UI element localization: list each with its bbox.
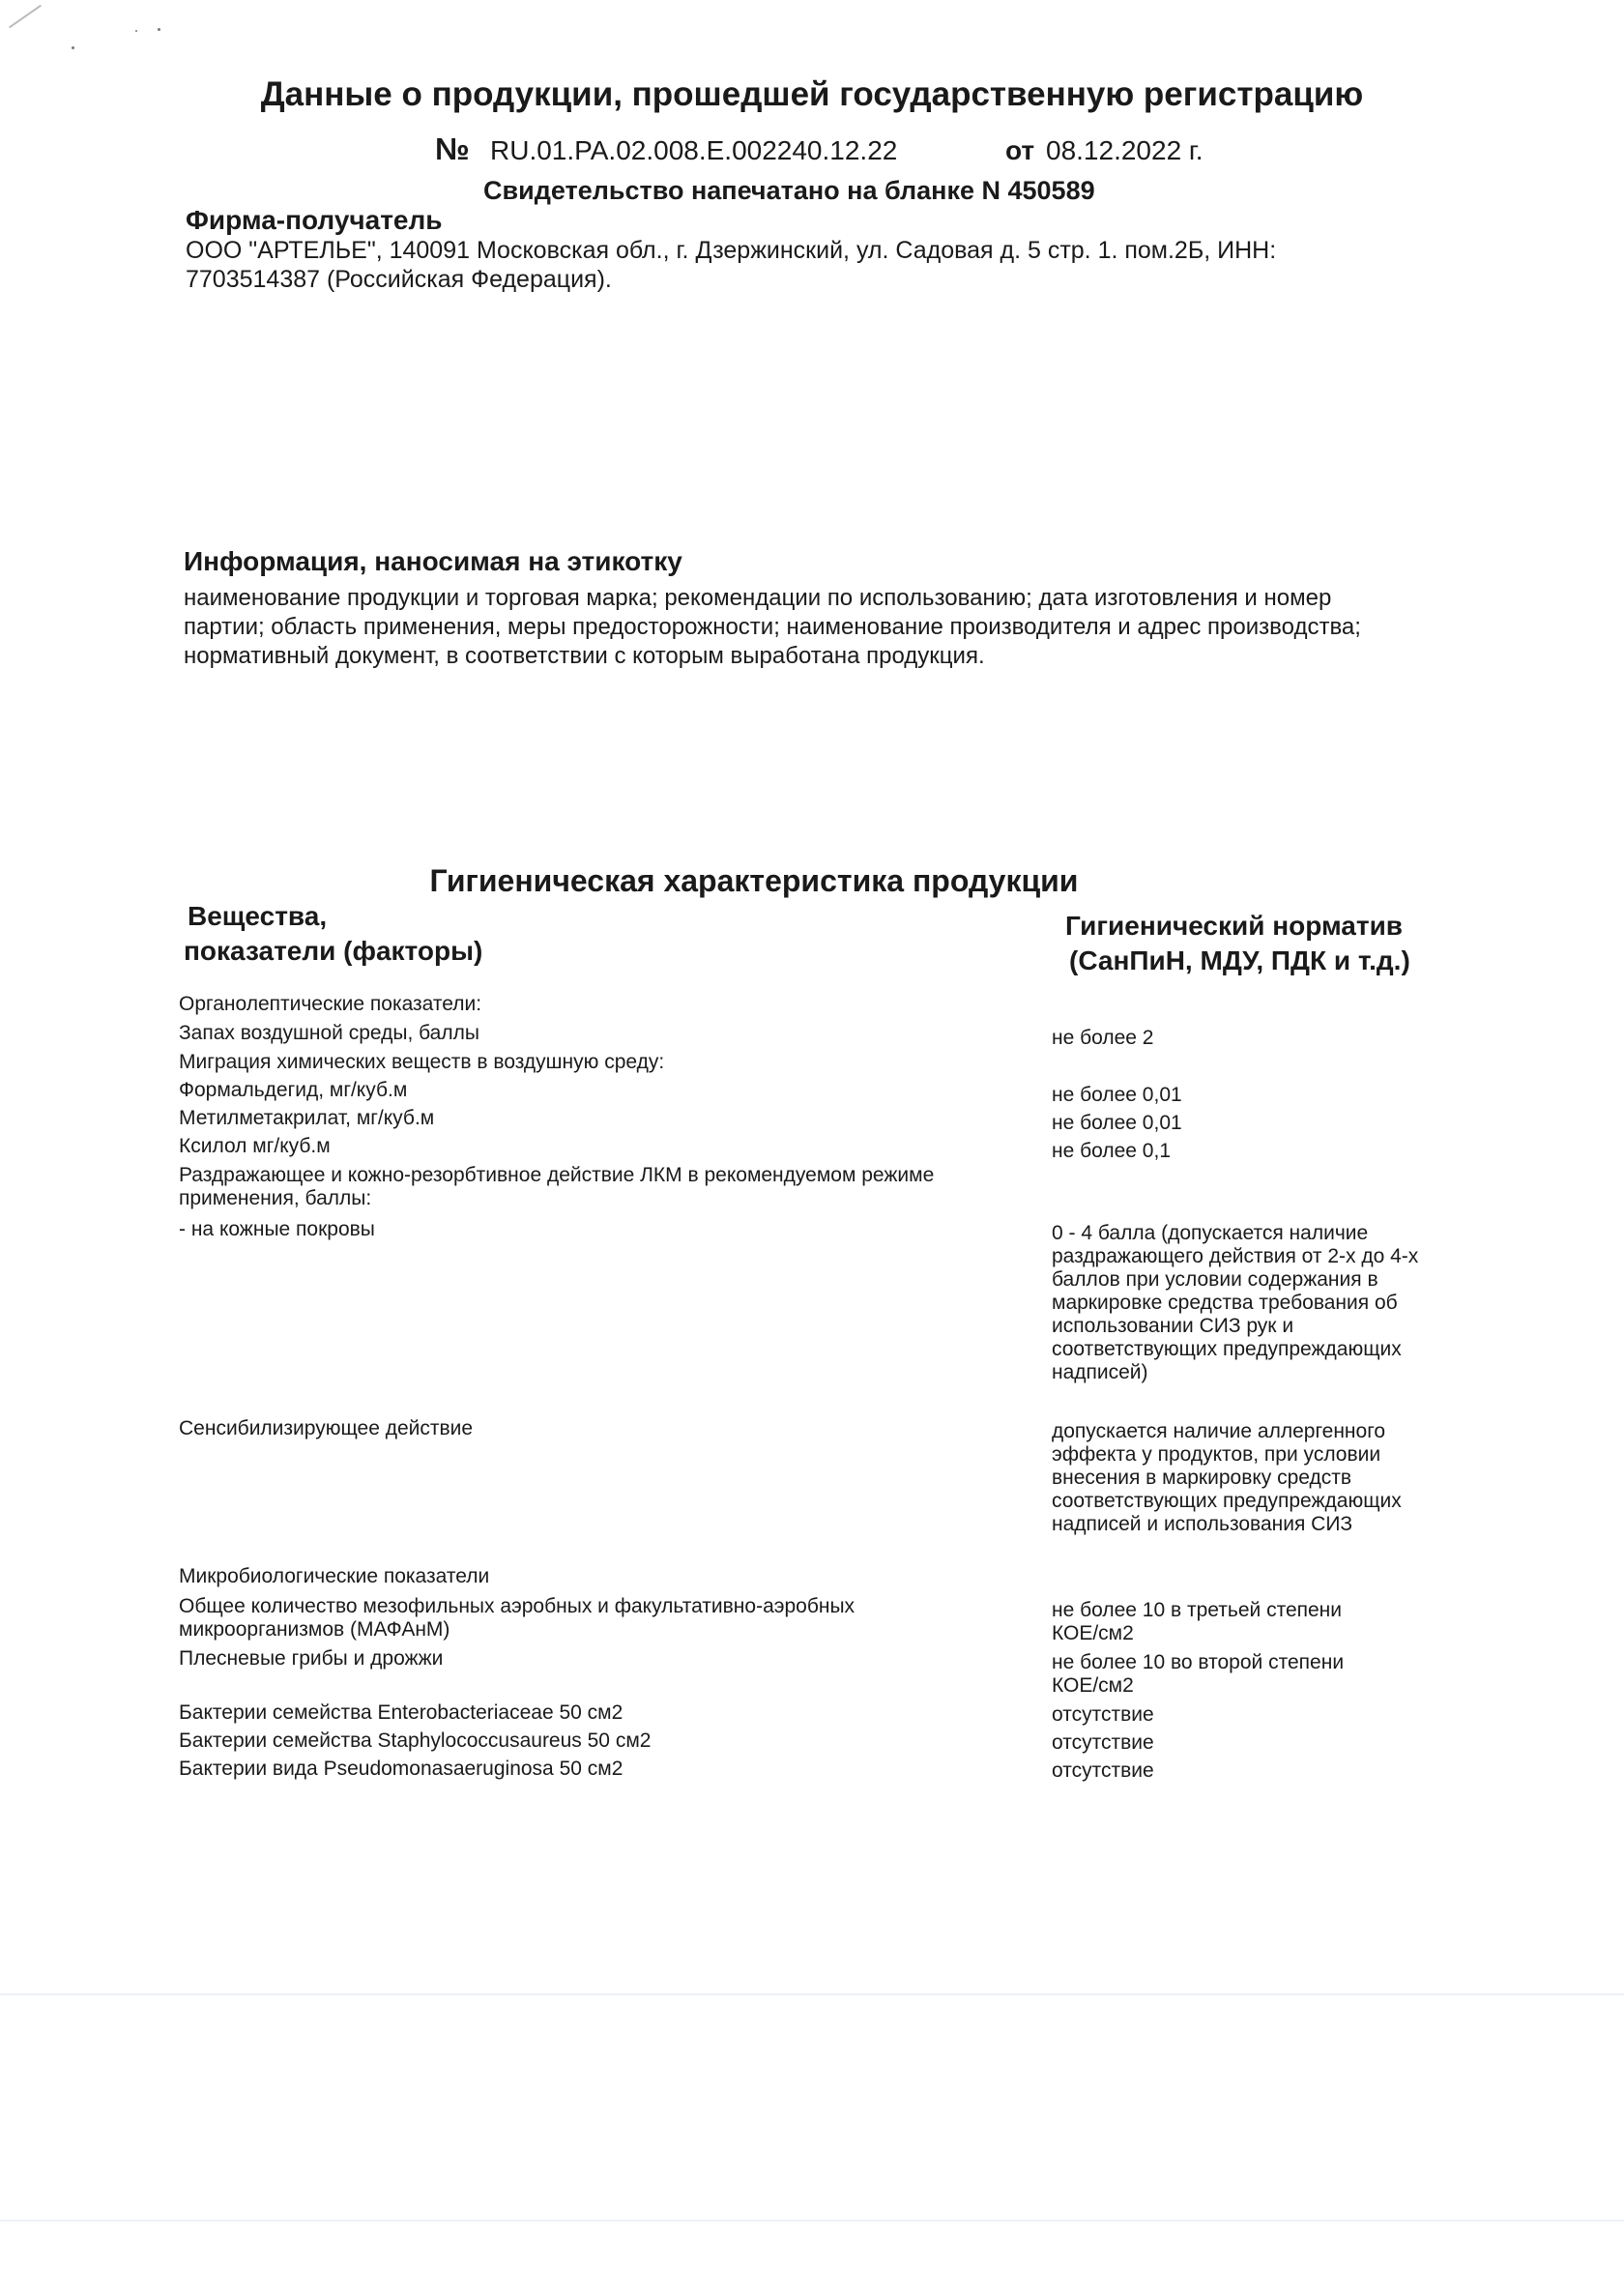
label-info-text: наименование продукции и торговая марка; рекомендации по использованию; дата изготовления и номер партии; область применения, меры предосторожности; наименование производителя и адрес производства; нормативный документ, в соответствии с которым выработана продукция. <box>184 585 1361 669</box>
table-cell-factor: Формальдегид, мг/куб.м <box>179 1079 408 1101</box>
document-title: Данные о продукции, прошедшей государственную регистрацию <box>260 75 1364 113</box>
table-cell-norm: не более 0,01 <box>1052 1112 1182 1134</box>
column-header-substances-line1: Вещества, <box>188 901 328 931</box>
table-cell-factor: Органолептические показатели: <box>179 993 482 1015</box>
scan-speck <box>158 28 160 31</box>
column-header-norm-line1: Гигиенический норматив <box>1065 911 1404 941</box>
table-cell-norm: отсутствие <box>1052 1731 1154 1754</box>
table-cell-factor: Бактерии семейства Enterobacteriaceae 50 см2 <box>179 1701 624 1724</box>
table-cell-factor: Сенсибилизирующее действие <box>179 1417 474 1439</box>
registration-number-label: № <box>435 131 470 166</box>
registration-number: RU.01.PA.02.008.E.002240.12.22 <box>490 135 898 165</box>
column-header-norm-line2: (СанПиН, МДУ, ПДК и т.д.) <box>1069 945 1410 975</box>
label-info-heading: Информация, наносимая на этикотку <box>184 546 682 576</box>
registration-date: 08.12.2022 г. <box>1046 135 1204 165</box>
column-header-norm <box>1065 909 1410 978</box>
table-cell-norm: не более 2 <box>1052 1027 1154 1049</box>
table-cell-factor: Общее количество мезофильных аэробных и факультативно-аэробных микроорганизмов (МАФАнМ) <box>179 1595 856 1641</box>
recipient-label: Фирма-получатель <box>186 205 443 235</box>
column-header-substances <box>184 899 482 969</box>
scan-line <box>0 2220 1624 2222</box>
table-cell-norm: допускается наличие аллергенного эффекта у продуктов, при условии внесения в маркировку средств соответствующих предупреждающих надписей и использования СИЗ <box>1052 1420 1402 1535</box>
table-cell-norm: не более 10 во второй степени КОЕ/см2 <box>1052 1651 1345 1697</box>
table-cell-factor: Ксилол мг/куб.м <box>179 1135 331 1157</box>
table-cell-norm: отсутствие <box>1052 1703 1154 1726</box>
recipient-text: ООО "АРТЕЛЬЕ", 140091 Московская обл., г. Дзержинский, ул. Садовая д. 5 стр. 1. пом.2Б, ИНН: 7703514387 (Российская Федерация). <box>186 237 1277 293</box>
table-cell-norm: не более 0,01 <box>1052 1084 1182 1106</box>
scan-line <box>0 1993 1624 1995</box>
scan-mark <box>9 5 42 29</box>
table-cell-norm: не более 0,1 <box>1052 1140 1171 1162</box>
scan-speck <box>135 30 137 32</box>
table-cell-factor: Миграция химических веществ в воздушную среду: <box>179 1051 665 1073</box>
table-cell-norm: не более 10 в третьей степени КОЕ/см2 <box>1052 1599 1343 1644</box>
table-cell-factor: Бактерии семейства Staphylococcusaureus 50 см2 <box>179 1729 652 1752</box>
registration-date-label: от <box>1005 135 1035 165</box>
column-header-substances-line2: показатели (факторы) <box>184 936 483 966</box>
table-cell-factor: Метилметакрилат, мг/куб.м <box>179 1107 435 1129</box>
table-cell-factor: Бактерии вида Pseudomonasaeruginosa 50 см2 <box>179 1758 624 1780</box>
table-cell-factor: Раздражающее и кожно-резорбтивное действие ЛКМ в рекомендуемом режиме применения, баллы: <box>179 1164 935 1209</box>
scan-speck <box>72 46 74 49</box>
table-cell-factor: Плесневые грибы и дрожжи <box>179 1647 444 1670</box>
certificate-blank-line: Свидетельство напечатано на бланке N 450589 <box>483 176 1095 205</box>
table-cell-factor: - на кожные покровы <box>179 1218 375 1240</box>
table-cell-norm: отсутствие <box>1052 1759 1154 1782</box>
table-cell-factor: Микробиологические показатели <box>179 1565 490 1587</box>
table-cell-factor: Запах воздушной среды, баллы <box>179 1022 479 1044</box>
registration-line <box>435 131 1208 170</box>
table-cell-norm: 0 - 4 балла (допускается наличие раздражающего действия от 2-х до 4-х баллов при условии содержания в маркировке средства требования об использовании СИЗ рук и соответствующих предупреждающих надписей) <box>1052 1222 1419 1383</box>
hygiene-title: Гигиеническая характеристика продукции <box>429 863 1079 898</box>
